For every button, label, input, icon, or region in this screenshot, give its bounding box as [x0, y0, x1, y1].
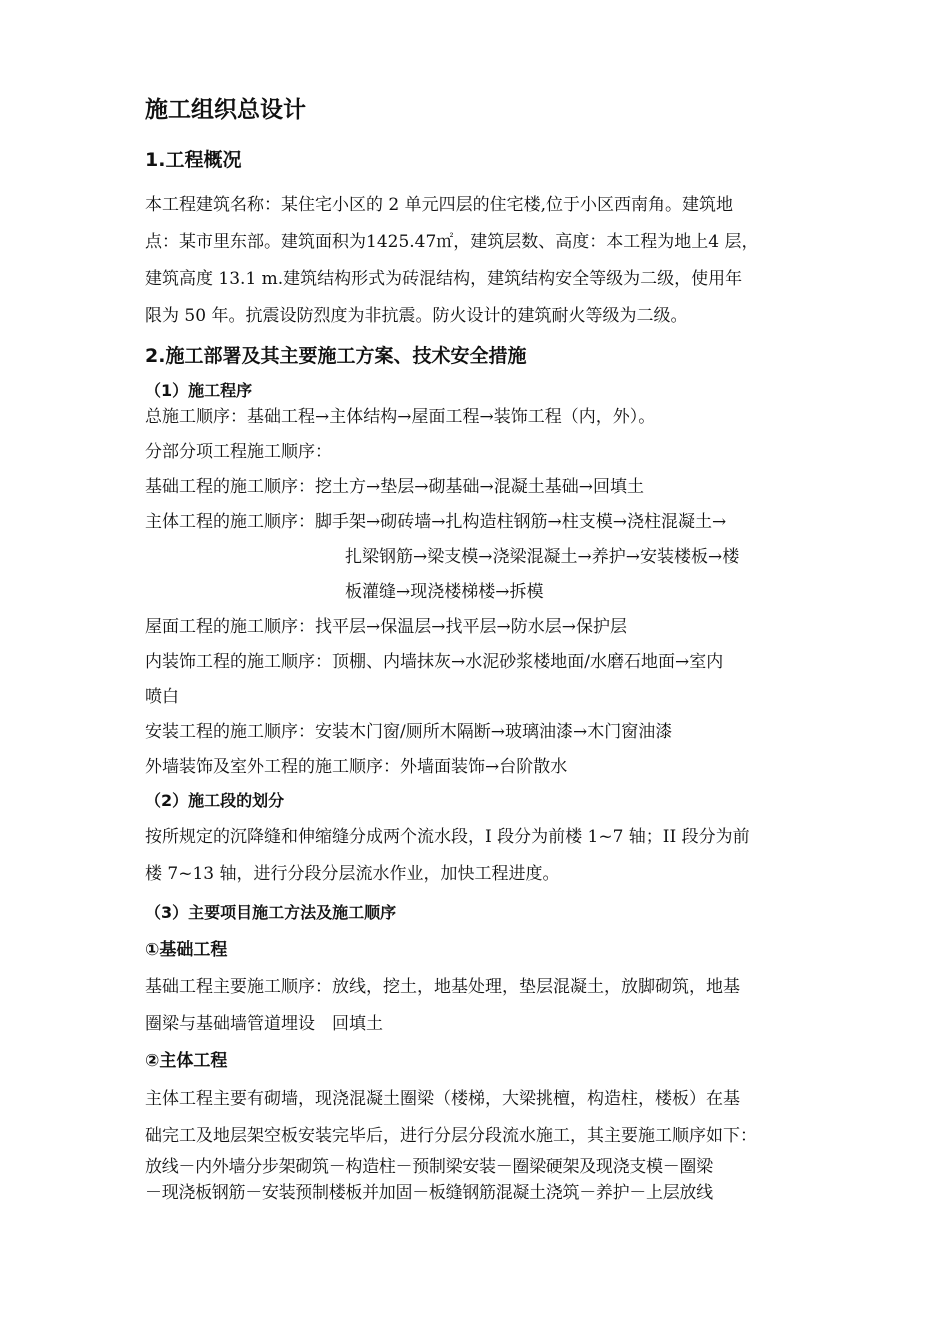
paragraph-line: 限为 50 年。抗震设防烈度为非抗震。防火设计的建筑耐火等级为二级。 [145, 306, 688, 326]
paragraph-line: 内装饰工程的施工顺序：顶棚、内墙抹灰→水泥砂浆楼地面/水磨石地面→室内 [145, 652, 724, 672]
paragraph-line: 主体工程的施工顺序：脚手架→砌砖墙→扎构造柱钢筋→柱支模→浇柱混凝土→ [145, 512, 727, 532]
subheading-methods: （3）主要项目施工方法及施工顺序 [145, 903, 397, 922]
paragraph-line: 按所规定的沉降缝和伸缩缝分成两个流水段，I 段分为前楼 1~7 轴；II 段分为前 [145, 827, 750, 847]
paragraph-line: 板灌缝→现浇楼梯楼→拆模 [345, 582, 544, 602]
paragraph-line: －现浇板钢筋－安装预制楼板并加固－板缝钢筋混凝土浇筑－养护－上层放线 [145, 1183, 713, 1203]
paragraph-line: 屋面工程的施工顺序：找平层→保温层→找平层→防水层→保护层 [145, 617, 627, 637]
paragraph-line: 点：某市里东部。建筑面积为1425.47㎡，建筑层数、高度：本工程为地上4 层， [145, 232, 759, 252]
paragraph-line: 建筑高度 13.1 m.建筑结构形式为砖混结构，建筑结构安全等级为二级，使用年 [145, 269, 743, 289]
subheading-main-structure: ②主体工程 [145, 1051, 228, 1071]
paragraph-line: 放线－内外墙分步架砌筑－构造柱－预制梁安装－圈梁硬架及现浇支模－圈梁 [145, 1157, 713, 1177]
section-heading-deployment: 2.施工部署及其主要施工方案、技术安全措施 [145, 345, 527, 367]
section-heading-overview: 1.工程概况 [145, 149, 242, 171]
subheading-foundation: ①基础工程 [145, 940, 228, 960]
paragraph-line: 础完工及地层架空板安装完毕后，进行分层分段流水施工，其主要施工顺序如下： [145, 1126, 757, 1146]
page-title: 施工组织总设计 [145, 97, 306, 123]
paragraph-line: 基础工程的施工顺序：挖土方→垫层→砌基础→混凝土基础→回填土 [145, 477, 644, 497]
paragraph-line: 主体工程主要有砌墙，现浇混凝土圈梁（楼梯，大梁挑檀，构造柱，楼板）在基 [145, 1089, 740, 1109]
paragraph-line: 扎梁钢筋→梁支模→浇梁混凝土→养护→安装楼板→楼 [345, 547, 740, 567]
paragraph-line: 基础工程主要施工顺序：放线，挖土，地基处理，垫层混凝土，放脚砌筑，地基 [145, 977, 740, 997]
paragraph-line: 本工程建筑名称：某住宅小区的 2 单元四层的住宅楼,位于小区西南角。建筑地 [145, 195, 734, 215]
paragraph-line: 安装工程的施工顺序：安装木门窗/厕所木隔断→玻璃油漆→木门窗油漆 [145, 722, 673, 742]
paragraph-line: 喷白 [145, 687, 179, 707]
subheading-segments: （2）施工段的划分 [145, 791, 285, 810]
paragraph-line: 总施工顺序：基础工程→主体结构→屋面工程→装饰工程（内，外）。 [145, 407, 656, 427]
paragraph-line: 分部分项工程施工顺序： [145, 442, 332, 462]
paragraph-line: 外墙装饰及室外工程的施工顺序：外墙面装饰→台阶散水 [145, 757, 568, 777]
subheading-procedure: （1）施工程序 [145, 381, 253, 400]
paragraph-line: 圈梁与基础墙管道埋设 回填土 [145, 1014, 383, 1034]
paragraph-line: 楼 7~13 轴，进行分段分层流水作业，加快工程进度。 [145, 864, 560, 884]
